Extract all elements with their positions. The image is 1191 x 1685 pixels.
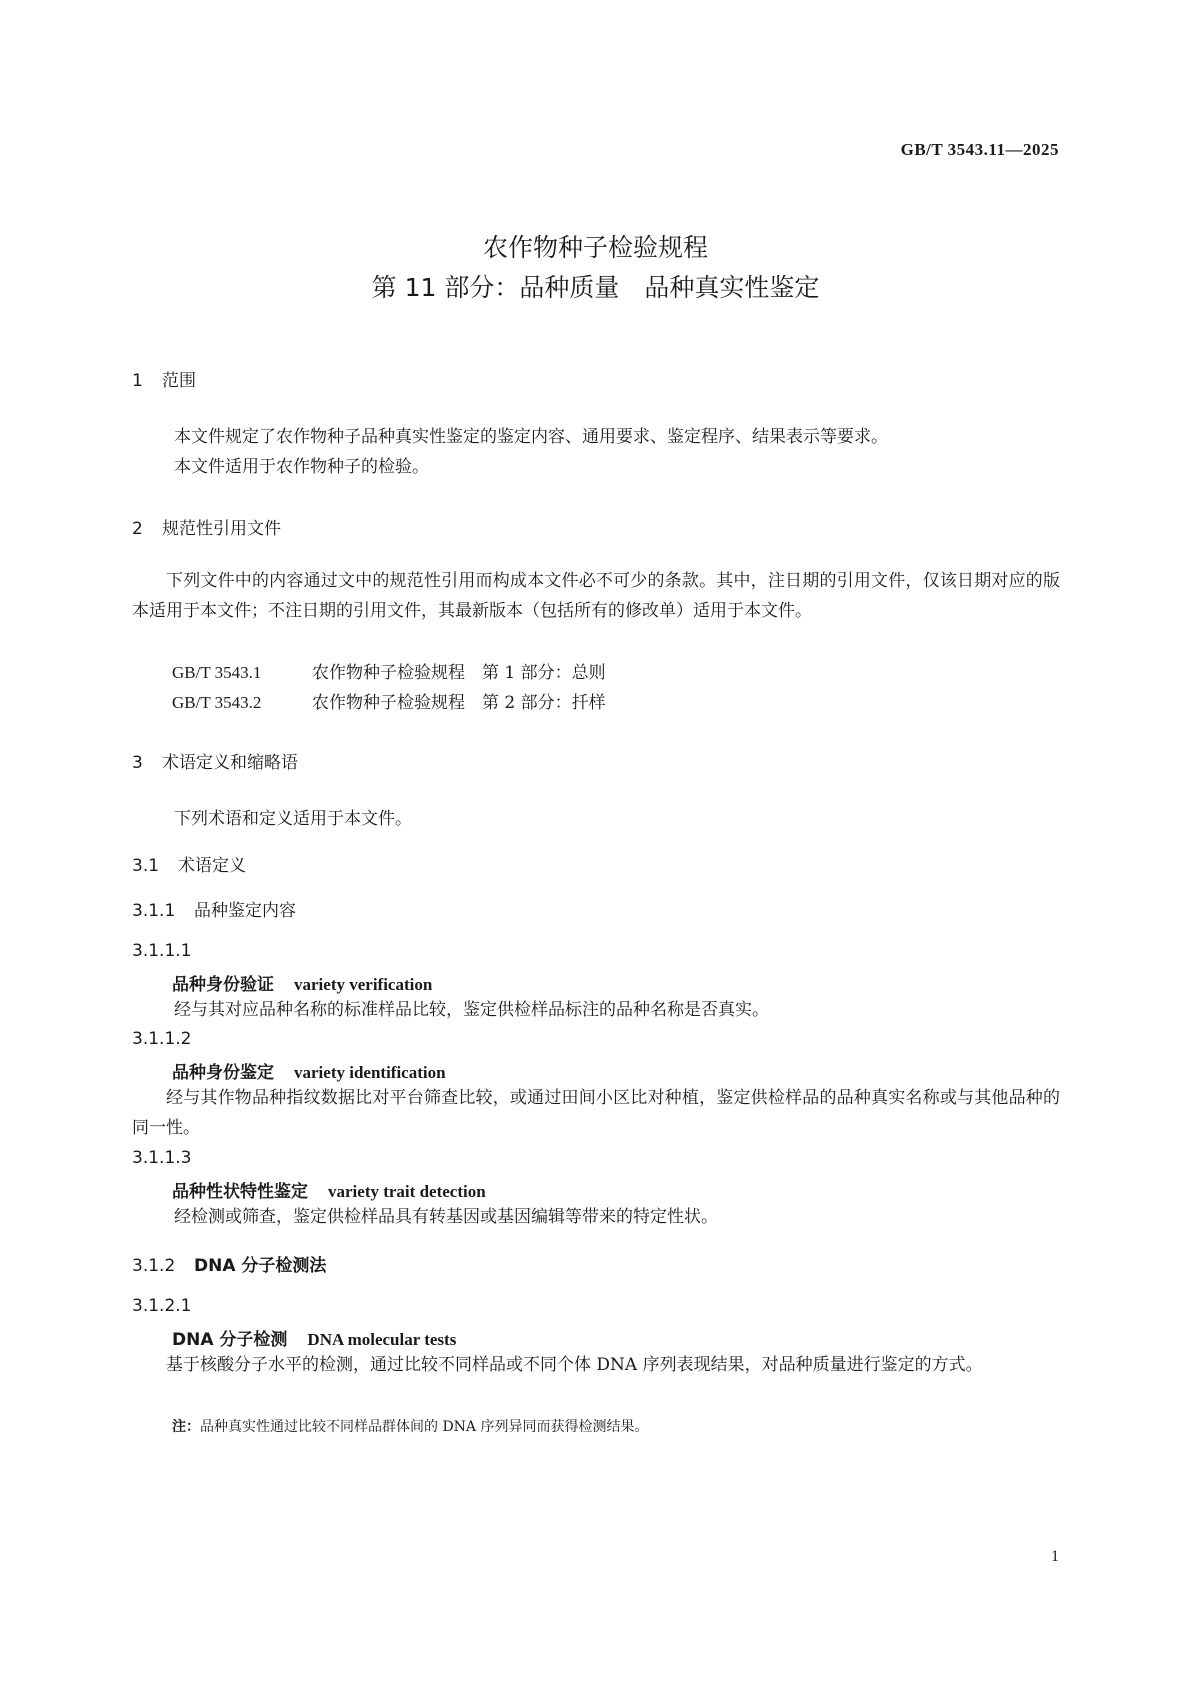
document-title-line2: 第 11 部分：品种质量 品种真实性鉴定 xyxy=(371,273,820,302)
section-3-paragraph: 下列术语和定义适用于本文件。 xyxy=(174,809,412,829)
term-3-1-1-2-number: 3.1.1.2 xyxy=(132,1029,192,1049)
section-title: 术语定义和缩略语 xyxy=(162,753,298,773)
section-3-1-2-heading xyxy=(132,1251,326,1276)
term-chinese: 品种性状特性鉴定 xyxy=(172,1182,308,1202)
term-3-1-1-1-definition: 经与其对应品种名称的标准样品比较，鉴定供检样品标注的品种名称是否真实。 xyxy=(174,1000,769,1020)
term-english: variety identification xyxy=(294,1063,446,1082)
term-3-1-1-2-name xyxy=(172,1058,446,1083)
section-1-paragraph-2: 本文件适用于农作物种子的检验。 xyxy=(174,457,429,477)
section-title: 范围 xyxy=(162,371,196,391)
note xyxy=(172,1416,648,1436)
section-2-paragraph: 下列文件中的内容通过文中的规范性引用而构成本文件必不可少的条款。其中，注日期的引用文件，仅该日期对应的版本适用于本文件；不注日期的引用文件，其最新版本（包括所有的修改单）适用于本文件。 xyxy=(132,571,1060,621)
note-text: 品种真实性通过比较不同样品群体间的 DNA 序列异同而获得检测结果。 xyxy=(200,1419,649,1435)
section-3-heading xyxy=(132,748,298,773)
reference-code: GB/T 3543.2 xyxy=(172,693,262,712)
normative-reference-2 xyxy=(172,688,606,713)
term-chinese: 品种身份验证 xyxy=(172,975,274,995)
section-3-1-1-heading xyxy=(132,896,296,921)
section-1-paragraph-1: 本文件规定了农作物种子品种真实性鉴定的鉴定内容、通用要求、鉴定程序、结果表示等要求。 xyxy=(174,427,888,447)
document-title-line1: 农作物种子检验规程 xyxy=(482,233,708,262)
section-number: 1 xyxy=(132,371,143,391)
section-title: 术语定义 xyxy=(178,856,246,876)
section-title: 规范性引用文件 xyxy=(162,519,281,539)
section-title: DNA 分子检测法 xyxy=(194,1256,327,1276)
section-2-heading xyxy=(132,514,281,539)
standard-number: GB/T 3543.11—2025 xyxy=(900,140,1059,159)
section-3-1-heading xyxy=(132,851,246,876)
term-3-1-1-2-definition: 经与其作物品种指纹数据比对平台筛查比较，或通过田间小区比对种植，鉴定供检样品的品种真实名称或与其他品种的同一性。 xyxy=(132,1088,1060,1138)
reference-title: 农作物种子检验规程 第 1 部分：总则 xyxy=(312,663,606,683)
term-3-1-1-1-name xyxy=(172,970,432,995)
normative-reference-1 xyxy=(172,658,606,683)
term-3-1-1-1-number: 3.1.1.1 xyxy=(132,941,192,961)
term-3-1-2-1-number: 3.1.2.1 xyxy=(132,1296,192,1316)
term-english: DNA molecular tests xyxy=(307,1330,457,1349)
section-title: 品种鉴定内容 xyxy=(194,901,296,921)
section-number: 3.1 xyxy=(132,856,160,876)
term-3-1-2-1-definition: 基于核酸分子水平的检测，通过比较不同样品或不同个体 DNA 序列表现结果，对品种质量进行鉴定的方式。 xyxy=(166,1355,983,1375)
section-number: 3 xyxy=(132,753,143,773)
section-number: 3.1.1 xyxy=(132,901,176,921)
term-3-1-1-3-name xyxy=(172,1177,486,1202)
term-chinese: DNA 分子检测 xyxy=(172,1330,288,1350)
section-number: 3.1.2 xyxy=(132,1256,176,1276)
section-number: 2 xyxy=(132,519,143,539)
term-3-1-1-3-definition: 经检测或筛查，鉴定供检样品具有转基因或基因编辑等带来的特定性状。 xyxy=(174,1207,718,1227)
note-label: 注： xyxy=(172,1419,200,1435)
reference-code: GB/T 3543.1 xyxy=(172,663,262,682)
term-3-1-2-1-name xyxy=(172,1325,456,1350)
term-3-1-1-3-number: 3.1.1.3 xyxy=(132,1148,192,1168)
page-number: 1 xyxy=(1051,1548,1059,1565)
section-1-heading xyxy=(132,366,196,391)
term-english: variety verification xyxy=(294,975,433,994)
term-chinese: 品种身份鉴定 xyxy=(172,1063,274,1083)
reference-title: 农作物种子检验规程 第 2 部分：扦样 xyxy=(312,693,606,713)
term-english: variety trait detection xyxy=(328,1182,486,1201)
